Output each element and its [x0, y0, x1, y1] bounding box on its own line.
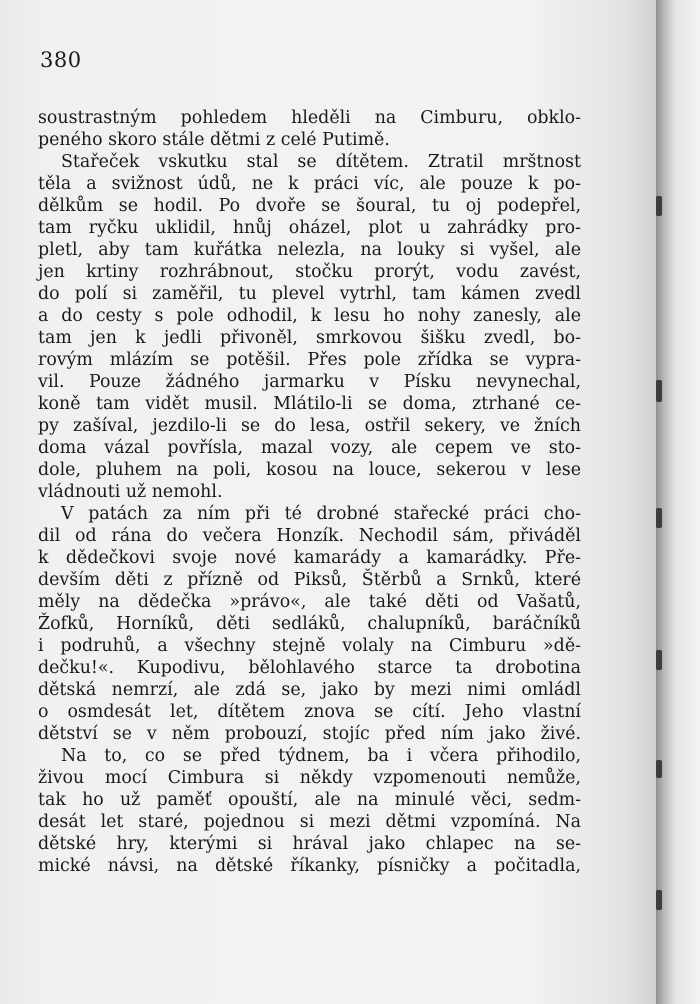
text-line: peného skoro stále dětmi z celé Putimě. — [38, 130, 390, 150]
page-number: 380 — [40, 48, 82, 72]
text-line: doma vázal povřísla, mazal vozy, ale cepem ve sto- — [38, 438, 581, 458]
text-line: Stařeček vskutku stal se dítětem. Ztratil mrštnost — [61, 152, 581, 172]
binding-stitch — [656, 508, 662, 528]
text-line: měly na dědečka »právo«, ale také děti od Vašatů, — [38, 592, 581, 612]
text-line: tak ho už paměť opouští, ale na minulé věci, sedm- — [38, 790, 581, 810]
text-line: dětství se v něm probouzí, stojíc před ním jako živé. — [38, 724, 581, 744]
text-line: dětské hry, kterými si hrával jako chlapec na se- — [38, 834, 581, 854]
text-line: živou mocí Cimbura si někdy vzpomenouti nemůže, — [38, 768, 581, 788]
text-line: desát let staré, pojednou si mezi dětmi vzpomíná. Na — [38, 812, 581, 832]
text-line: vládnouti už nemohl. — [38, 482, 223, 502]
text-line: k dědečkovi svoje nové kamarády a kamarádky. Pře- — [38, 548, 581, 568]
text-line: dole, pluhem na poli, kosou na louce, sekerou v lese — [38, 460, 581, 480]
text-line: soustrastným pohledem hleděli na Cimburu, obklo- — [38, 108, 581, 128]
text-line: pletl, aby tam kuřátka nelezla, na louky si vyšel, ale — [38, 240, 581, 260]
text-line: o osmdesát let, dítětem znova se cítí. Jeho vlastní — [38, 702, 581, 722]
text-line: i podruhů, a všechny stejně volaly na Cimburu »dě- — [38, 636, 581, 656]
body-text — [38, 107, 581, 877]
text-line: dětská nemrzí, ale zdá se, jako by mezi nimi omládl — [38, 680, 581, 700]
text-line: Na to, co se před týdnem, ba i včera přihodilo, — [61, 746, 581, 766]
text-line: koně tam vidět musil. Mlátilo-li se doma, ztrhané ce- — [38, 394, 581, 414]
text-line: rovým mlázím se potěšil. Přes pole zřídka se vypra- — [38, 350, 581, 370]
binding-stitch — [656, 890, 662, 910]
text-line: těla a svižnost údů, ne k práci víc, ale pouze k po- — [38, 174, 581, 194]
text-line: dečku!«. Kupodivu, bělohlavého starce ta drobotina — [38, 658, 581, 678]
binding-stitch — [656, 380, 662, 402]
text-line: tam jen k jedli přivoněl, smrkovou šišku zvedl, bo- — [38, 328, 581, 348]
binding-stitch — [656, 650, 662, 670]
binding-stitch — [656, 196, 662, 216]
text-line: py zašíval, jezdilo-li se do lesa, ostřil sekery, ve žních — [38, 416, 581, 436]
text-line: do polí si zaměřil, tu plevel vytrhl, tam kámen zvedl — [38, 284, 581, 304]
text-line: jen krtiny rozhrábnout, stočku prorýt, vodu zavést, — [38, 262, 581, 282]
text-line: dělkům se hodil. Po dvoře se šoural, tu oj podepřel, — [38, 196, 581, 216]
binding-stitch — [656, 760, 662, 778]
text-line: a do cesty s pole odhodil, k lesu ho nohy zanesly, ale — [38, 306, 581, 326]
text-line: V patách za ním při té drobné stařecké práci cho- — [61, 504, 581, 524]
book-gutter — [656, 0, 700, 1004]
text-line: Žofků, Horníků, děti sedláků, chalupníků, baráčníků — [38, 614, 581, 634]
text-line: dil od rána do večera Honzík. Nechodil sám, přiváděl — [38, 526, 581, 546]
text-line: vil. Pouze žádného jarmarku v Písku nevynechal, — [38, 372, 581, 392]
text-line: tam ryčku uklidil, hnůj oházel, plot u zahrádky pro- — [38, 218, 581, 238]
text-line: mické návsi, na dětské říkanky, písničky a počitadla, — [38, 856, 581, 876]
text-line: devším děti z přízně od Piksů, Štěrbů a Srnků, které — [38, 570, 581, 590]
